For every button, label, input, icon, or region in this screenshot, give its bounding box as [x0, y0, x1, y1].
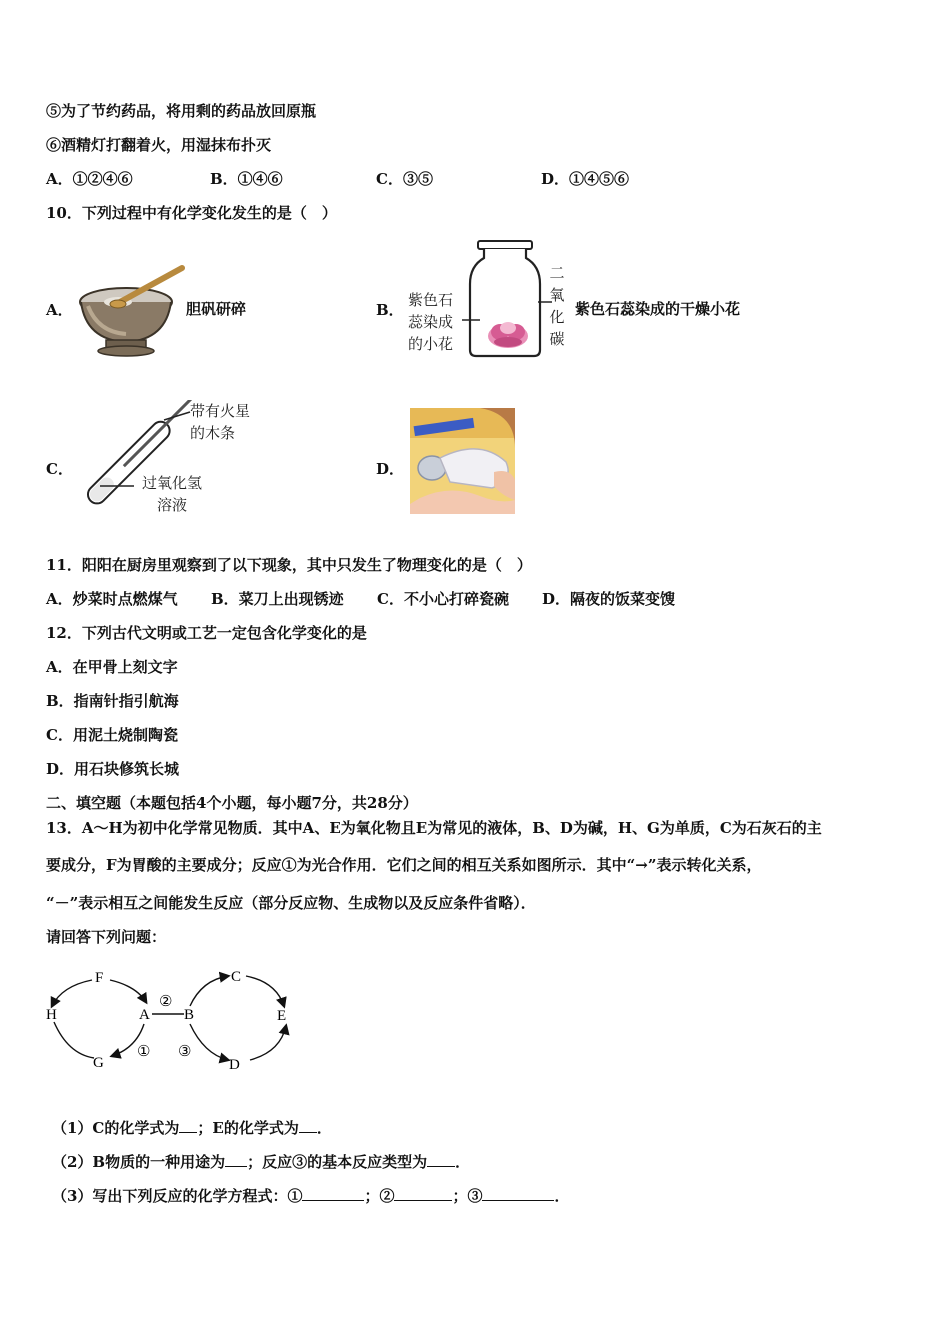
q10-b-text: 紫色石蕊染成的干燥小花 — [575, 300, 741, 318]
gas-jar-image — [462, 238, 552, 360]
node-e: E — [277, 1008, 287, 1024]
blank-equation-1[interactable] — [302, 1186, 364, 1201]
node-h: H — [46, 1007, 57, 1023]
q13-sub-1: （1）C的化学式为 ；E的化学式为 ． — [52, 1119, 332, 1137]
q11-option-c: C．不小心打碎瓷碗 — [377, 590, 509, 608]
q9-item-6: ⑥酒精灯打翻着火，用湿抹布扑灭 — [46, 136, 272, 154]
blank-b-use[interactable] — [225, 1152, 247, 1167]
arrow-c-e — [246, 976, 284, 1006]
q12-stem: 12．下列古代文明或工艺一定包含化学变化的是 — [46, 624, 367, 642]
mortar-pestle-image — [78, 262, 188, 357]
mark-3: ③ — [178, 1044, 192, 1060]
node-b: B — [184, 1007, 195, 1023]
blank-equation-2[interactable] — [394, 1186, 452, 1201]
q13-line-2: 要成分，F为胃酸的主要成分；反应①为光合作用．它们之间的相互关系如图所示．其中“→”表示转化关系， — [46, 856, 762, 874]
q13-line-3: “－”表示相互之间能发生反应（部分反应物、生成物以及反应条件省略）． — [46, 894, 536, 912]
node-g: G — [93, 1055, 104, 1071]
arrow-d-e — [250, 1026, 286, 1060]
jar-flower-caption: 紫色石 蕊染成 的小花 — [408, 291, 454, 353]
q11-stem: 11．阳阳在厨房里观察到了以下现象，其中只发生了物理变化的是（ ） — [46, 556, 532, 574]
splint-caption: 带有火星 的木条 — [190, 402, 251, 442]
arrow-f-a — [110, 980, 146, 1002]
q10-a-label: A． — [46, 301, 73, 319]
q13-line-1: 13．A～H为初中化学常见物质．其中A、E为氧化物且E为常见的液体，B、D为碱，H、G为单质，C为石灰石的主 — [46, 819, 822, 837]
blank-e-formula[interactable] — [299, 1118, 317, 1133]
q11-option-a: A．炒菜时点燃煤气 — [46, 590, 178, 608]
q9-item-5: ⑤为了节约药品，将用剩的药品放回原瓶 — [46, 102, 317, 120]
q9-option-a: A．①②④⑥ — [46, 170, 133, 188]
q9-option-c: C．③⑤ — [376, 170, 433, 188]
q9-option-b: B．①④⑥ — [210, 170, 283, 188]
node-d: D — [229, 1057, 240, 1073]
q9-option-d: D．①④⑤⑥ — [541, 170, 630, 188]
mark-1: ① — [137, 1044, 151, 1060]
q13-line-4: 请回答下列问题： — [46, 928, 167, 946]
q12-option-b: B．指南针指引航海 — [46, 692, 179, 710]
blank-equation-3[interactable] — [482, 1186, 554, 1201]
q12-option-a: A．在甲骨上刻文字 — [46, 658, 178, 676]
q10-a-text: 胆矾研碎 — [186, 300, 247, 318]
arrow-b-c — [190, 976, 228, 1006]
q13-sub-2: （2）B物质的一种用途为 ；反应③的基本反应类型为 ． — [52, 1153, 471, 1171]
q10-d-label: D． — [376, 460, 405, 478]
hydrogen-peroxide-caption: 过氧化氢 溶液 — [141, 474, 202, 514]
arrow-h-g — [54, 1022, 94, 1058]
q12-option-c: C．用泥土烧制陶瓷 — [46, 726, 178, 744]
q10-stem: 10．下列过程中有化学变化发生的是（ ） — [46, 204, 337, 222]
packaging-sealer-photo — [410, 408, 515, 514]
q12-option-d: D．用石块修筑长城 — [46, 760, 180, 778]
node-a: A — [139, 1007, 150, 1023]
q11-option-d: D．隔夜的饭菜变馊 — [542, 590, 676, 608]
q10-b-label: B． — [376, 301, 404, 319]
mark-2: ② — [159, 994, 173, 1010]
carbon-dioxide-caption: 二 氧 化 碳 — [549, 264, 565, 348]
relationship-diagram — [40, 962, 300, 1074]
q11-option-b: B．菜刀上出现锈迹 — [211, 590, 344, 608]
blank-reaction-type[interactable] — [427, 1152, 455, 1167]
node-c: C — [231, 969, 242, 985]
node-f: F — [95, 970, 104, 986]
q10-c-label: C． — [46, 460, 73, 478]
section-title: 二、填空题（本题包括4个小题，每小题7分，共28分） — [46, 794, 418, 812]
arrow-f-h — [52, 980, 92, 1006]
blank-c-formula[interactable] — [179, 1118, 197, 1133]
q13-sub-3: （3）写出下列反应的化学方程式：① ；② ；③ ． — [52, 1187, 570, 1205]
arrow-b-d — [190, 1024, 228, 1060]
